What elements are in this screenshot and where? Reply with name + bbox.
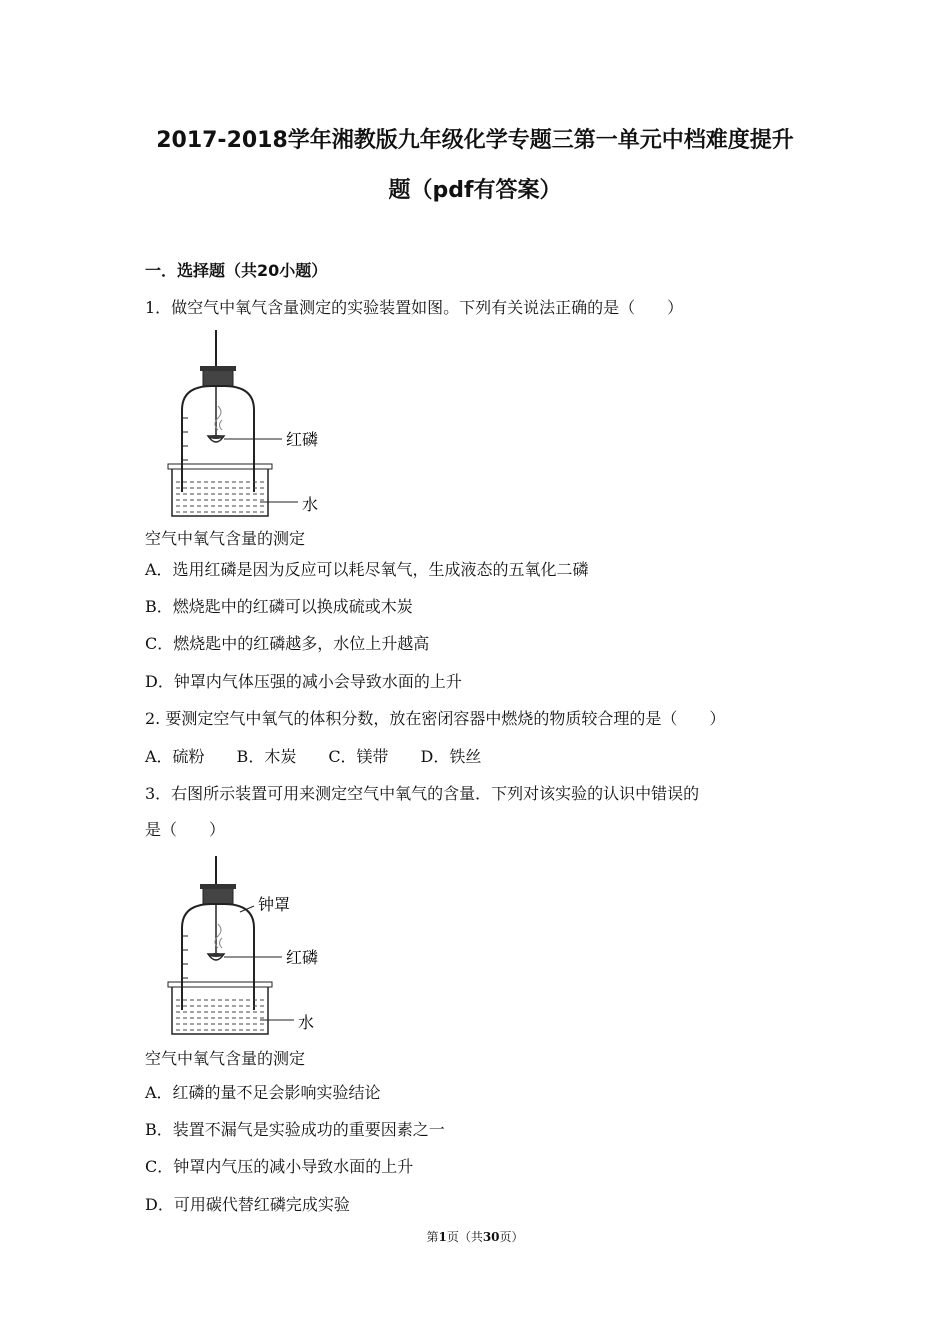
question-1-option-d: D．钟罩内气体压强的减小会导致水面的上升 — [145, 672, 462, 691]
label-bell-jar: 钟罩 — [258, 895, 291, 914]
question-3-option-b: B．装置不漏气是实验成功的重要因素之一 — [145, 1120, 445, 1139]
footer-suffix: 页） — [499, 1230, 524, 1244]
question-1-option-a: A．选用红磷是因为反应可以耗尽氧气，生成液态的五氧化二磷 — [145, 560, 589, 579]
document-title-line1: 2017-2018学年湘教版九年级化学专题三第一单元中档难度提升 — [156, 128, 794, 153]
section-heading: 一．选择题（共20小题） — [145, 261, 328, 280]
question-1-stem: 1．做空气中氧气含量测定的实验装置如图。下列有关说法正确的是（ ） — [145, 298, 684, 317]
question-3-option-a: A．红磷的量不足会影响实验结论 — [145, 1083, 381, 1102]
page-footer — [0, 1228, 950, 1245]
footer-page-number: 1 — [438, 1230, 447, 1244]
question-3-option-c: C．钟罩内气压的减小导致水面的上升 — [145, 1157, 414, 1176]
question-2-options: A．硫粉 B．木炭 C．镁带 D．铁丝 — [145, 747, 482, 766]
document-title-line2: 题（pdf有答案） — [388, 178, 562, 203]
label-water: 水 — [298, 1013, 315, 1032]
label-water: 水 — [302, 495, 319, 514]
question-2-stem: 2. 要测定空气中氧气的体积分数，放在密闭容器中燃烧的物质较合理的是（ ） — [145, 709, 726, 728]
footer-middle: 页（共 — [446, 1230, 483, 1244]
question-3-stem-line2: 是（ ） — [145, 820, 226, 839]
footer-total-pages: 30 — [482, 1230, 500, 1244]
figure-3-caption: 空气中氧气含量的测定 — [145, 1049, 306, 1068]
apparatus-figure-1 — [160, 330, 360, 526]
figure-1-caption: 空气中氧气含量的测定 — [145, 529, 306, 548]
footer-prefix: 第 — [426, 1230, 439, 1244]
label-red-phosphorus: 红磷 — [286, 948, 319, 967]
apparatus-figure-3 — [160, 856, 360, 1046]
question-3-stem-line1: 3．右图所示装置可用来测定空气中氧气的含量．下列对该实验的认识中错误的 — [145, 784, 700, 803]
question-1-option-b: B．燃烧匙中的红磷可以换成硫或木炭 — [145, 597, 413, 616]
question-3-option-d: D．可用碳代替红磷完成实验 — [145, 1195, 350, 1214]
label-red-phosphorus: 红磷 — [286, 430, 319, 449]
question-1-option-c: C．燃烧匙中的红磷越多，水位上升越高 — [145, 634, 430, 653]
